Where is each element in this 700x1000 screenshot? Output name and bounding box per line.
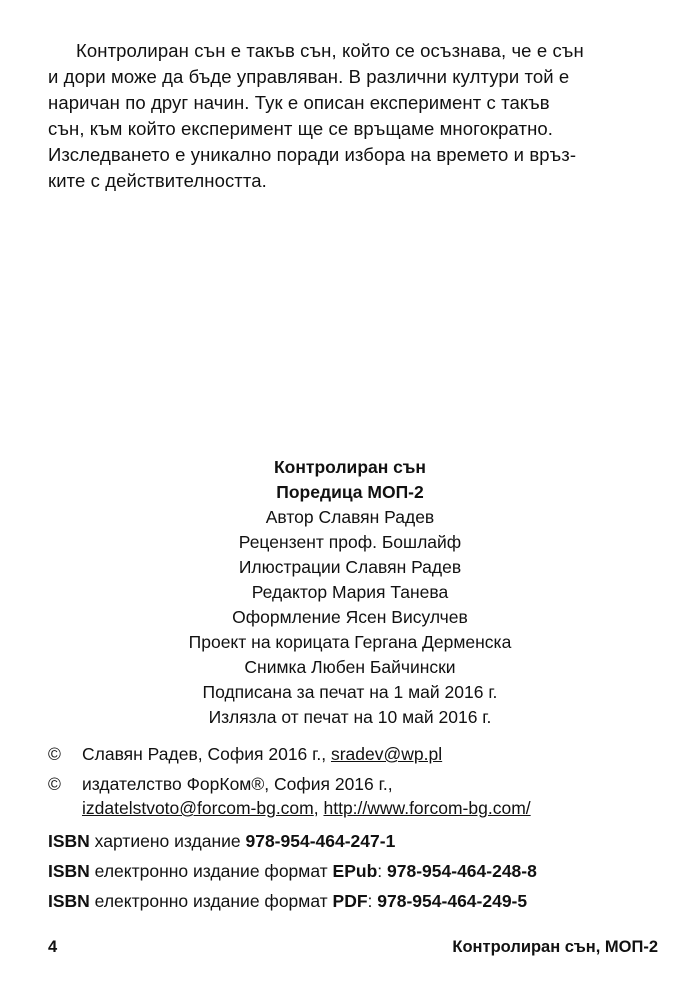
credit-line: Излязла от печат на 10 май 2016 г. [208, 707, 492, 727]
author-copyright-text: Славян Радев, София 2016 г., [82, 744, 331, 764]
credit-line: Проект на корицата Гергана Дерменска [188, 632, 512, 652]
isbn-number: 978-954-464-248-8 [387, 861, 537, 881]
credit-line: Илюстрации Славян Радев [238, 557, 462, 577]
isbn-description: електронно издание формат [89, 891, 333, 911]
credit-line: Редактор Мария Танева [251, 582, 449, 602]
isbn-list [48, 826, 668, 916]
isbn-print [48, 826, 668, 856]
isbn-format: PDF [332, 891, 368, 911]
page-footer [48, 938, 658, 957]
credit-line: Рецензент проф. Бошлайф [238, 532, 462, 552]
isbn-label: ISBN [48, 891, 90, 911]
isbn-label: ISBN [48, 861, 90, 881]
book-title: Контролиран сън [273, 457, 426, 477]
intro-paragraph [48, 38, 648, 194]
intro-line: и дори може да бъде управляван. В различни култури той е [48, 66, 570, 87]
isbn-pdf [48, 886, 668, 916]
author-email-link[interactable]: sradev@wp.pl [330, 744, 443, 764]
intro-line: сън, към който експеримент ще се връщаме многократно. [48, 118, 554, 139]
credit-line: Снимка Любен Байчински [244, 657, 456, 677]
publisher-copyright [48, 772, 668, 820]
isbn-description: електронно издание формат [89, 861, 333, 881]
isbn-separator: : [367, 891, 378, 911]
series-name: Поредица МОП-2 [276, 482, 424, 502]
isbn-number: 978-954-464-249-5 [377, 891, 528, 911]
copyright-symbol: © [48, 744, 61, 764]
copyright-block [48, 742, 668, 826]
colophon-credits [0, 455, 700, 730]
intro-line: Контролиран сън е такъв сън, който се осъзнава, че е сън [76, 40, 584, 61]
credit-line: Оформление Ясен Висулчев [232, 607, 468, 627]
isbn-format: EPub [332, 861, 378, 881]
isbn-description: хартиено издание [89, 831, 246, 851]
link-separator: , [313, 798, 324, 818]
publisher-email-link[interactable]: izdatelstvoto@forcom-bg.com [82, 798, 314, 818]
publisher-website-link[interactable]: http://www.forcom-bg.com/ [323, 798, 531, 818]
credit-line: Подписана за печат на 1 май 2016 г. [202, 682, 498, 702]
author-copyright [48, 742, 668, 766]
running-title: Контролиран сън, МОП-2 [452, 938, 658, 956]
page-number: 4 [48, 938, 58, 956]
isbn-number: 978-954-464-247-1 [245, 831, 396, 851]
credit-line: Автор Славян Радев [265, 507, 435, 527]
intro-line: Изследването е уникално поради избора на времето и връз- [48, 144, 577, 165]
isbn-label: ISBN [48, 831, 90, 851]
isbn-separator: : [377, 861, 388, 881]
intro-line: ките с действителността. [48, 170, 267, 191]
isbn-epub [48, 856, 668, 886]
publisher-copyright-text: издателство ФорКом®, София 2016 г., [82, 774, 393, 794]
intro-line: наричан по друг начин. Тук е описан експеримент с такъв [48, 92, 550, 113]
copyright-symbol: © [48, 774, 61, 794]
